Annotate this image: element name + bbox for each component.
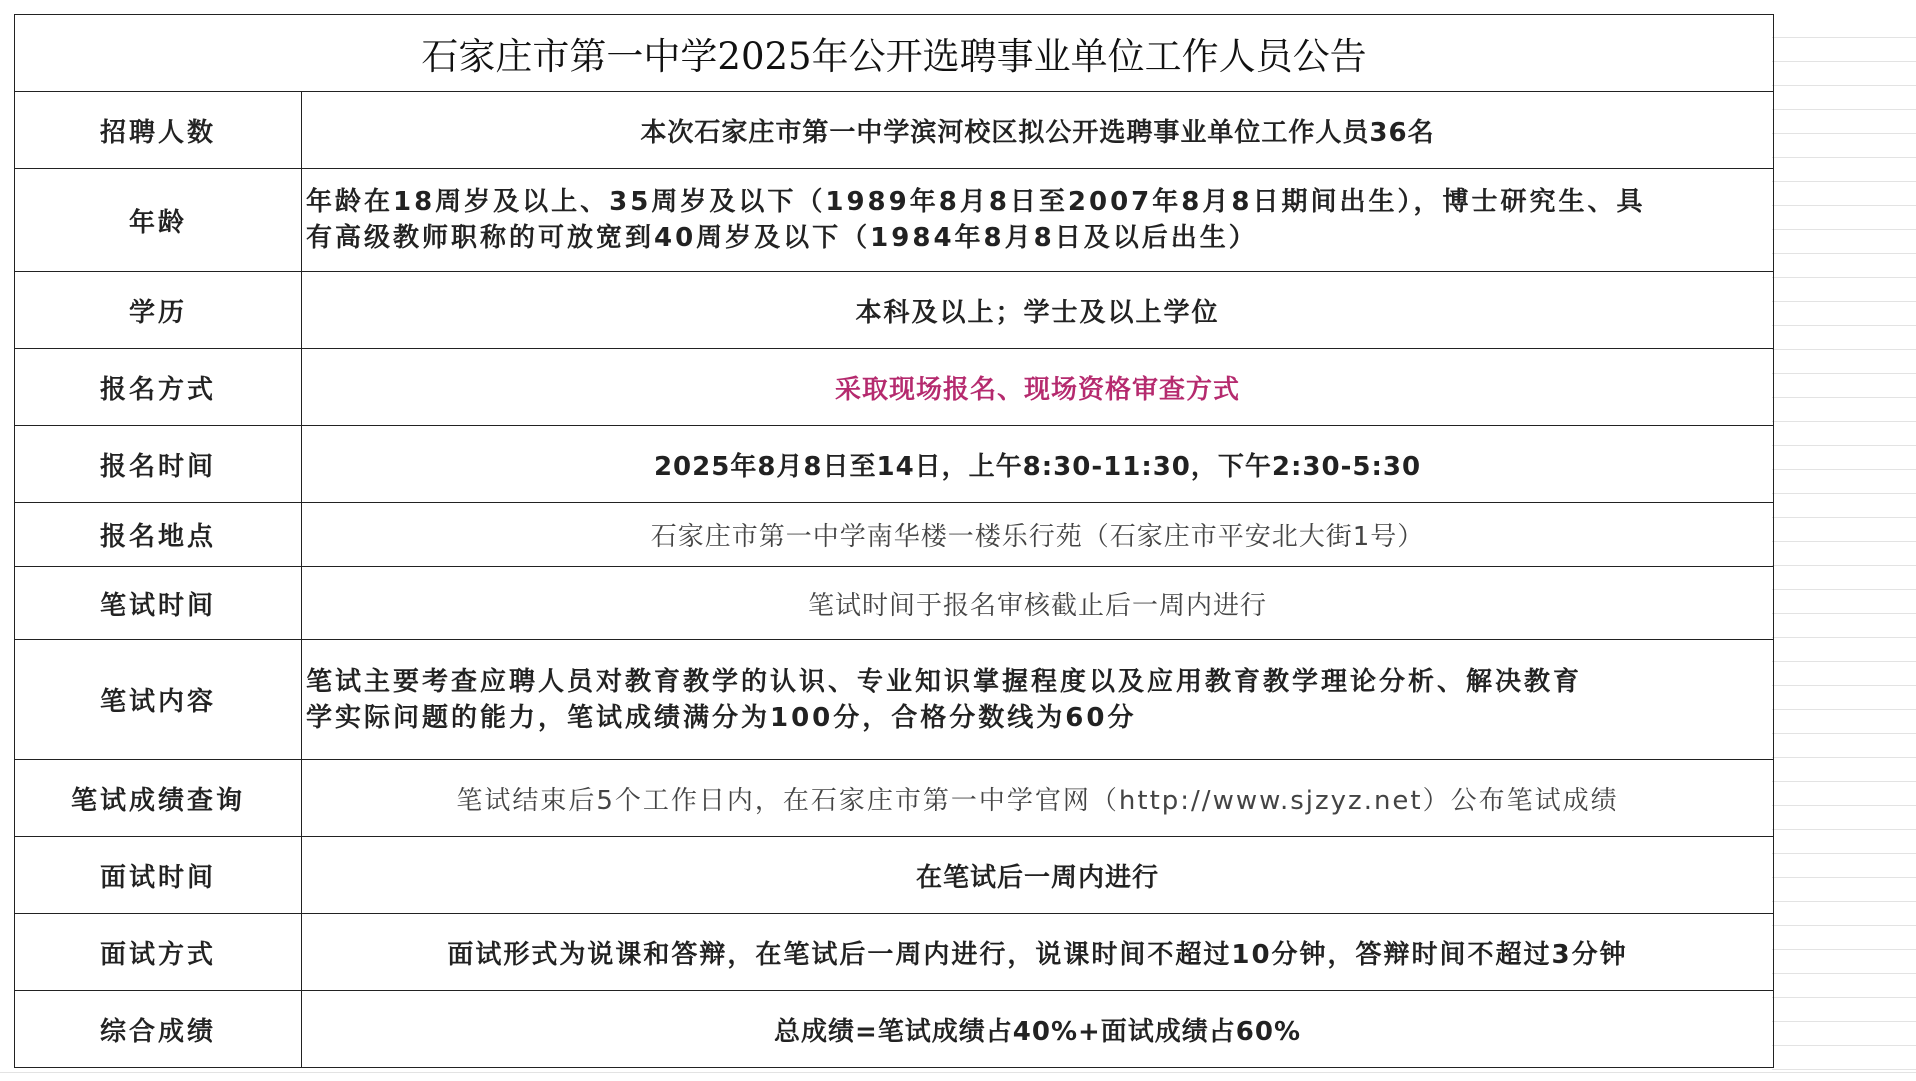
row-value-registration-time[interactable]: 2025年8月8日至14日，上午8:30-11:30，下午2:30-5:30 xyxy=(302,426,1774,503)
title-row xyxy=(15,15,1774,92)
row-label-overall-score[interactable]: 综合成绩 xyxy=(15,991,302,1068)
table-row xyxy=(15,169,1774,272)
row-label-age[interactable]: 年龄 xyxy=(15,169,302,272)
row-label-registration-time[interactable]: 报名时间 xyxy=(15,426,302,503)
row-value-recruit-count[interactable]: 本次石家庄市第一中学滨河校区拟公开选聘事业单位工作人员36名 xyxy=(302,92,1774,169)
row-value-interview-method[interactable]: 面试形式为说课和答辩，在笔试后一周内进行，说课时间不超过10分钟，答辩时间不超过3分钟 xyxy=(302,914,1774,991)
row-value-written-test-content[interactable] xyxy=(302,640,1774,760)
row-label-education[interactable]: 学历 xyxy=(15,272,302,349)
row-label-recruit-count[interactable]: 招聘人数 xyxy=(15,92,302,169)
page-title[interactable]: 石家庄市第一中学2025年公开选聘事业单位工作人员公告 xyxy=(15,15,1774,92)
age-line-1: 年龄在18周岁及以上、35周岁及以下（1989年8月8日至2007年8月8日期间出生），博士研究生、具 xyxy=(306,187,1646,217)
row-label-score-inquiry[interactable]: 笔试成绩查询 xyxy=(15,760,302,837)
row-label-written-test-content[interactable]: 笔试内容 xyxy=(15,640,302,760)
row-value-registration-location[interactable]: 石家庄市第一中学南华楼一楼乐行苑（石家庄市平安北大街1号） xyxy=(302,503,1774,567)
row-value-age[interactable] xyxy=(302,169,1774,272)
table-row xyxy=(15,914,1774,991)
table-row xyxy=(15,92,1774,169)
row-value-written-test-time[interactable]: 笔试时间于报名审核截止后一周内进行 xyxy=(302,567,1774,640)
table-row xyxy=(15,349,1774,426)
row-label-written-test-time[interactable]: 笔试时间 xyxy=(15,567,302,640)
row-label-registration-method[interactable]: 报名方式 xyxy=(15,349,302,426)
table-row xyxy=(15,272,1774,349)
row-value-score-inquiry[interactable]: 笔试结束后5个工作日内，在石家庄市第一中学官网（http://www.sjzyz.net）公布笔试成绩 xyxy=(302,760,1774,837)
table-row xyxy=(15,503,1774,567)
content-line-1: 笔试主要考查应聘人员对教育教学的认识、专业知识掌握程度以及应用教育教学理论分析、解决教育 xyxy=(306,666,1583,697)
age-line-2: 有高级教师职称的可放宽到40周岁及以下（1984年8月8日及以后出生） xyxy=(306,223,1258,253)
content-line-2: 学实际问题的能力，笔试成绩满分为100分，合格分数线为60分 xyxy=(306,702,1137,733)
table-row xyxy=(15,991,1774,1068)
table-row xyxy=(15,760,1774,837)
table-row xyxy=(15,567,1774,640)
table-row xyxy=(15,837,1774,914)
announcement-table xyxy=(14,14,1774,1068)
row-label-interview-method[interactable]: 面试方式 xyxy=(15,914,302,991)
row-label-interview-time[interactable]: 面试时间 xyxy=(15,837,302,914)
row-value-registration-method[interactable]: 采取现场报名、现场资格审查方式 xyxy=(302,349,1774,426)
table-row xyxy=(15,640,1774,760)
spreadsheet-gridlines xyxy=(1772,14,1916,1072)
row-label-registration-location[interactable]: 报名地点 xyxy=(15,503,302,567)
table-row xyxy=(15,426,1774,503)
row-value-interview-time[interactable]: 在笔试后一周内进行 xyxy=(302,837,1774,914)
row-value-overall-score[interactable]: 总成绩=笔试成绩占40%+面试成绩占60% xyxy=(302,991,1774,1068)
row-value-education[interactable]: 本科及以上；学士及以上学位 xyxy=(302,272,1774,349)
